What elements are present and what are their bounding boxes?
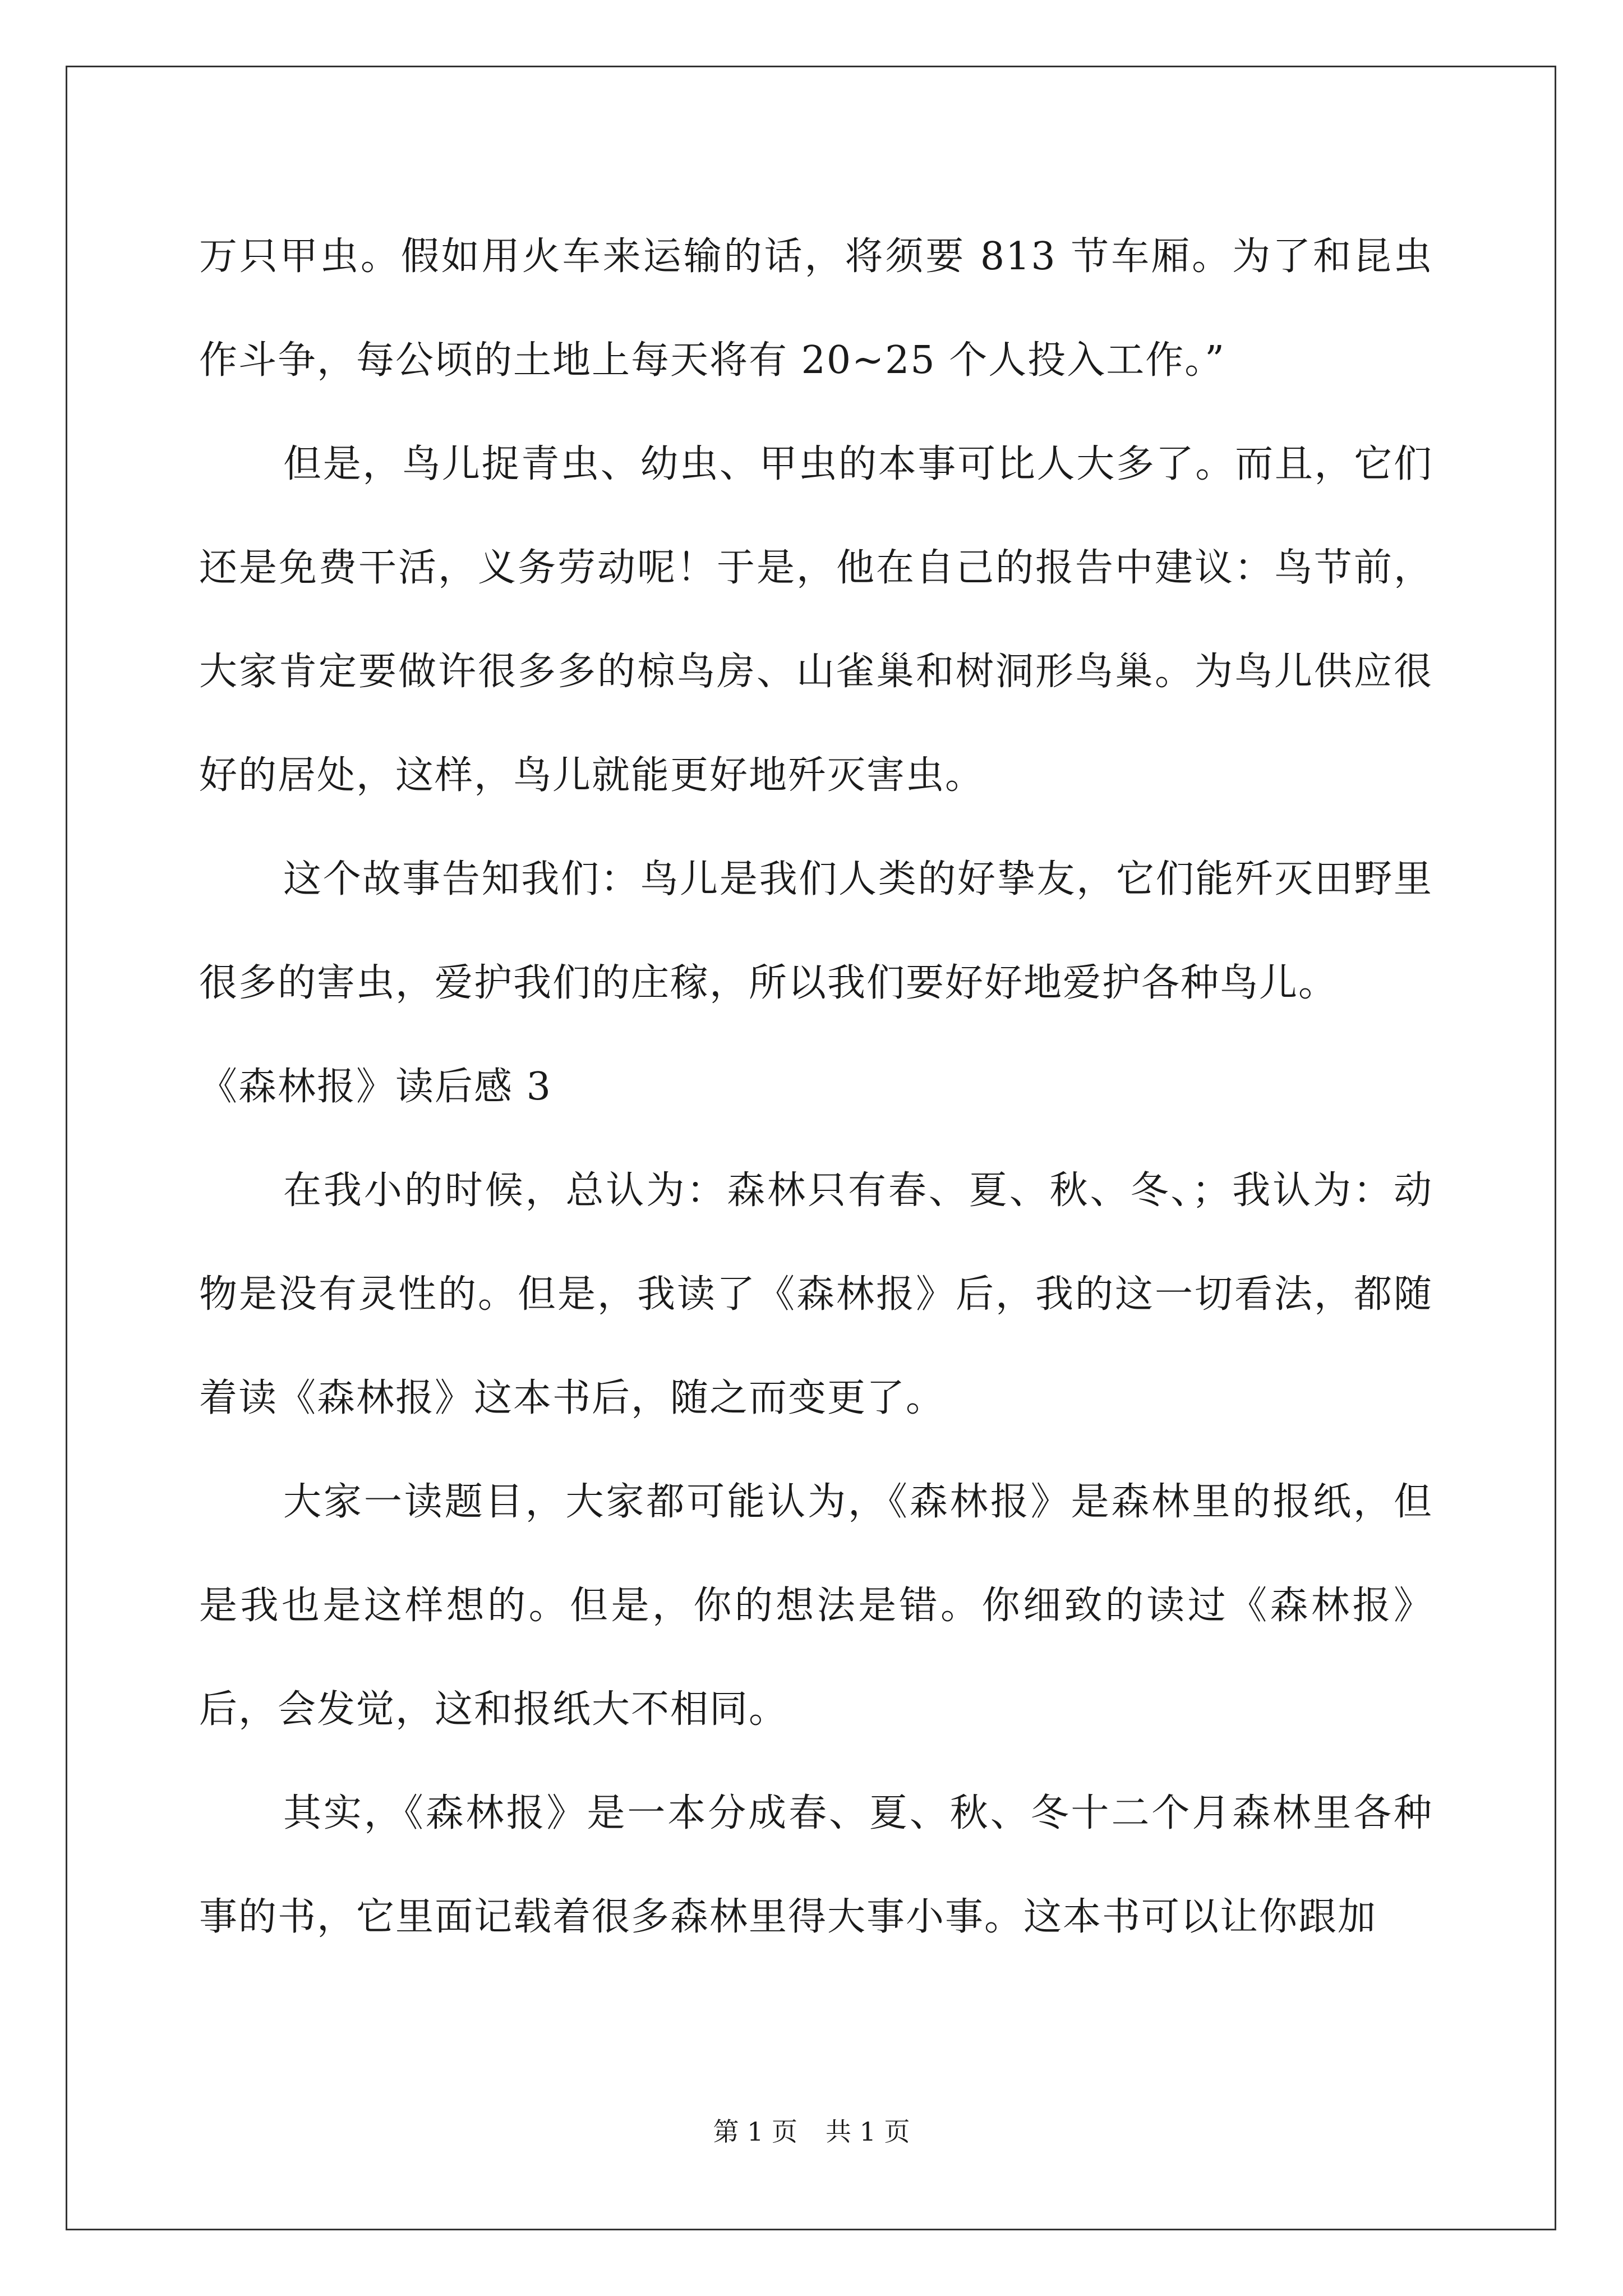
paragraph-3: 这个故事告知我们：鸟儿是我们人类的好挚友，它们能歼灭田野里很多的害虫，爱护我们的庄稼，所以我们要好好地爱护各种鸟儿。 <box>199 857 1433 1005</box>
section-heading: 《森林报》读后感 3 <box>199 1065 552 1109</box>
page-number: 第 1 页 <box>713 2116 797 2147</box>
paragraph-1: 万只甲虫。假如用火车来运输的话，将须要 813 节车厢。为了和昆虫作斗争，每公顷的土地上每天将有 20~25 个人投入工作。” <box>199 234 1433 383</box>
paragraph-4: 在我小的时候，总认为：森林只有春、夏、秋、冬、；我认为：动物是没有灵性的。但是，我读了《森林报》后，我的这一切看法，都随着读《森林报》这本书后，随之而变更了。 <box>199 1168 1433 1420</box>
paragraph-6: 其实，《森林报》是一本分成春、夏、秋、冬十二个月森林里各种事的书，它里面记载着很多森林里得大事小事。这本书可以让你跟加 <box>199 1791 1433 1939</box>
page-footer <box>0 2115 1623 2148</box>
paragraph-5: 大家一读题目，大家都可能认为，《森林报》是森林里的报纸，但是我也是这样想的。但是，你的想法是错。你细致的读过《森林报》后，会发觉，这和报纸大不相同。 <box>199 1480 1433 1732</box>
paragraph-2: 但是，鸟儿捉青虫、幼虫、甲虫的本事可比人大多了。而且，它们还是免费干活，义务劳动呢！于是，他在自己的报告中建议：鸟节前，大家肯定要做许很多多的椋鸟房、山雀巢和树洞形鸟巢。为鸟儿供应很好的居处，这样，鸟儿就能更好地歼灭害虫。 <box>199 442 1433 798</box>
page-total: 共 1 页 <box>826 2116 910 2147</box>
document-body <box>199 205 1433 1969</box>
